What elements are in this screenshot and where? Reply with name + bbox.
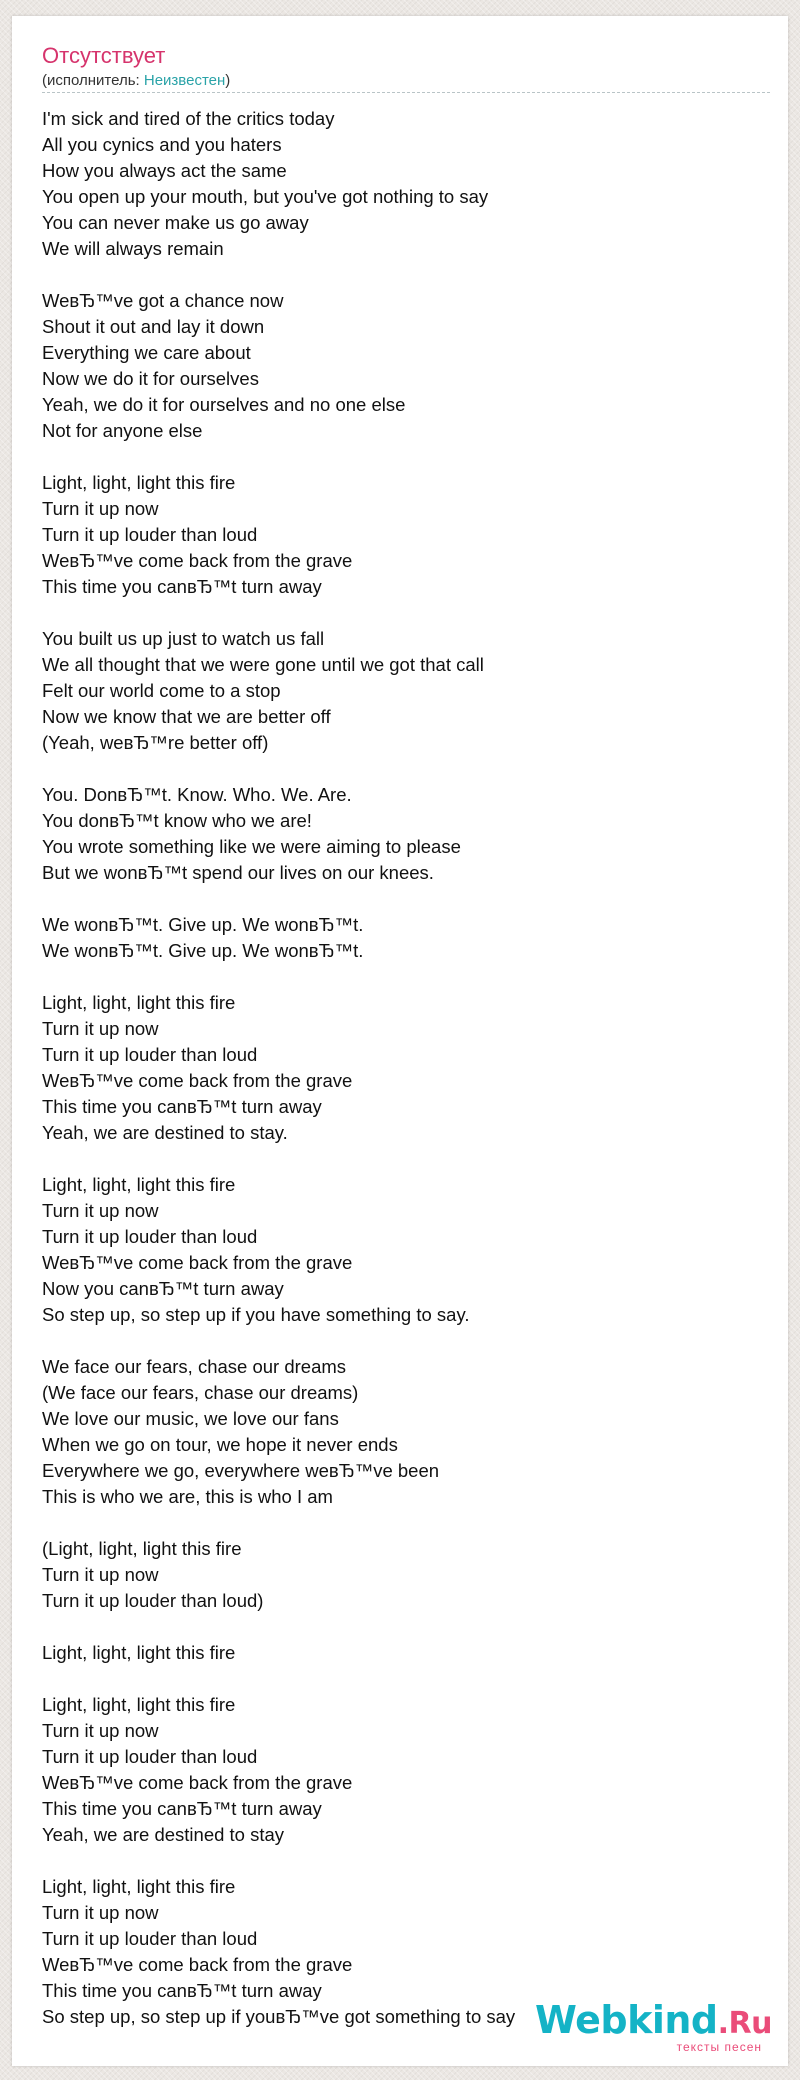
lyrics-stanza [42,1172,762,1328]
lyrics-line: So step up, so step up if you have something to say. [42,1304,470,1325]
lyrics-line: So step up, so step up if youвЂ™ve got something to say [42,2006,516,2027]
lyrics-stanza [42,106,762,262]
webkind-logo[interactable] [535,1998,772,2058]
lyrics-body [42,106,762,2056]
lyrics-stanza [42,1536,762,1614]
lyrics-line: WeвЂ™ve got a chance now [42,290,284,311]
lyrics-stanza [42,470,762,600]
lyrics-line: Everything we care about [42,342,251,363]
lyrics-line: You open up your mouth, but you've got nothing to say [42,186,489,207]
lyrics-line: Light, light, light this fire [42,1642,236,1663]
lyrics-line: This is who we are, this is who I am [42,1486,333,1507]
logo-tld-text: .Ru [717,2006,772,2041]
lyrics-stanza [42,626,762,756]
artist-link[interactable]: Неизвестен [143,72,226,89]
lyrics-line: When we go on tour, we hope it never ends [42,1434,398,1455]
lyrics-line: Turn it up louder than loud [42,1044,258,1065]
logo-brand-text: Webkind [535,1998,718,2042]
lyrics-line: Turn it up louder than loud) [42,1590,264,1611]
lyrics-line: Light, light, light this fire [42,1876,236,1897]
lyrics-line: Yeah, we are destined to stay. [42,1122,288,1143]
lyrics-line: How you always act the same [42,160,287,181]
lyrics-line: (We face our fears, chase our dreams) [42,1382,359,1403]
lyrics-stanza [42,1640,762,1666]
lyrics-line: Turn it up louder than loud [42,524,258,545]
lyrics-line: We love our music, we love our fans [42,1408,339,1429]
lyrics-line: You. DonвЂ™t. Know. Who. We. Are. [42,784,352,805]
lyrics-line: You can never make us go away [42,212,309,233]
lyrics-line: Light, light, light this fire [42,1174,236,1195]
lyrics-line: WeвЂ™ve come back from the grave [42,1070,353,1091]
lyrics-line: We will always remain [42,238,224,259]
lyrics-line: This time you canвЂ™t turn away [42,576,322,597]
lyrics-line: You donвЂ™t know who we are! [42,810,312,831]
lyrics-line: Now we know that we are better off [42,706,331,727]
lyrics-line: WeвЂ™ve come back from the grave [42,1252,353,1273]
lyrics-line: Light, light, light this fire [42,992,236,1013]
lyrics-line: Now you canвЂ™t turn away [42,1278,284,1299]
lyrics-line: You wrote something like we were aiming to please [42,836,461,857]
artist-line [42,71,230,91]
lyrics-line: We wonвЂ™t. Give up. We wonвЂ™t. [42,940,364,961]
lyrics-line: Turn it up now [42,1564,159,1585]
lyrics-line: Yeah, we are destined to stay [42,1824,285,1845]
artist-prefix: (исполнитель: [42,72,144,89]
logo-tagline: тексты песен [676,2040,762,2054]
artist-suffix: ) [225,72,231,89]
lyrics-card [12,16,788,2066]
lyrics-line: All you cynics and you haters [42,134,282,155]
lyrics-line: This time you canвЂ™t turn away [42,1798,322,1819]
lyrics-stanza [42,990,762,1146]
lyrics-stanza [42,1354,762,1510]
lyrics-line: This time you canвЂ™t turn away [42,1096,322,1117]
lyrics-line: We face our fears, chase our dreams [42,1356,347,1377]
lyrics-line: Turn it up louder than loud [42,1746,258,1767]
lyrics-line: I'm sick and tired of the critics today [42,108,335,129]
lyrics-line: (Yeah, weвЂ™re better off) [42,732,269,753]
song-title: Отсутствует [42,43,166,68]
lyrics-line: We wonвЂ™t. Give up. We wonвЂ™t. [42,914,364,935]
lyrics-stanza [42,782,762,886]
lyrics-stanza [42,288,762,444]
lyrics-line: But we wonвЂ™t spend our lives on our knees. [42,862,434,883]
lyrics-line: (Light, light, light this fire [42,1538,242,1559]
lyrics-line: Light, light, light this fire [42,1694,236,1715]
lyrics-line: Shout it out and lay it down [42,316,265,337]
lyrics-line: WeвЂ™ve come back from the grave [42,1772,353,1793]
lyrics-line: Turn it up louder than loud [42,1928,258,1949]
lyrics-line: Yeah, we do it for ourselves and no one else [42,394,406,415]
lyrics-line: WeвЂ™ve come back from the grave [42,1954,353,1975]
lyrics-line: You built us up just to watch us fall [42,628,325,649]
lyrics-line: Turn it up now [42,498,159,519]
lyrics-line: Light, light, light this fire [42,472,236,493]
lyrics-line: WeвЂ™ve come back from the grave [42,550,353,571]
lyrics-line: We all thought that we were gone until we got that call [42,654,484,675]
lyrics-stanza [42,912,762,964]
logo-wordmark [535,1998,772,2046]
lyrics-line: Now we do it for ourselves [42,368,259,389]
lyrics-stanza [42,1692,762,1848]
lyrics-line: Not for anyone else [42,420,203,441]
lyrics-line: Turn it up now [42,1018,159,1039]
header-divider [42,92,770,93]
lyrics-line: Felt our world come to a stop [42,680,281,701]
lyrics-line: Everywhere we go, everywhere weвЂ™ve been [42,1460,440,1481]
lyrics-line: Turn it up now [42,1200,159,1221]
lyrics-line: Turn it up louder than loud [42,1226,258,1247]
lyrics-line: Turn it up now [42,1720,159,1741]
lyrics-line: Turn it up now [42,1902,159,1923]
lyrics-line: This time you canвЂ™t turn away [42,1980,322,2001]
